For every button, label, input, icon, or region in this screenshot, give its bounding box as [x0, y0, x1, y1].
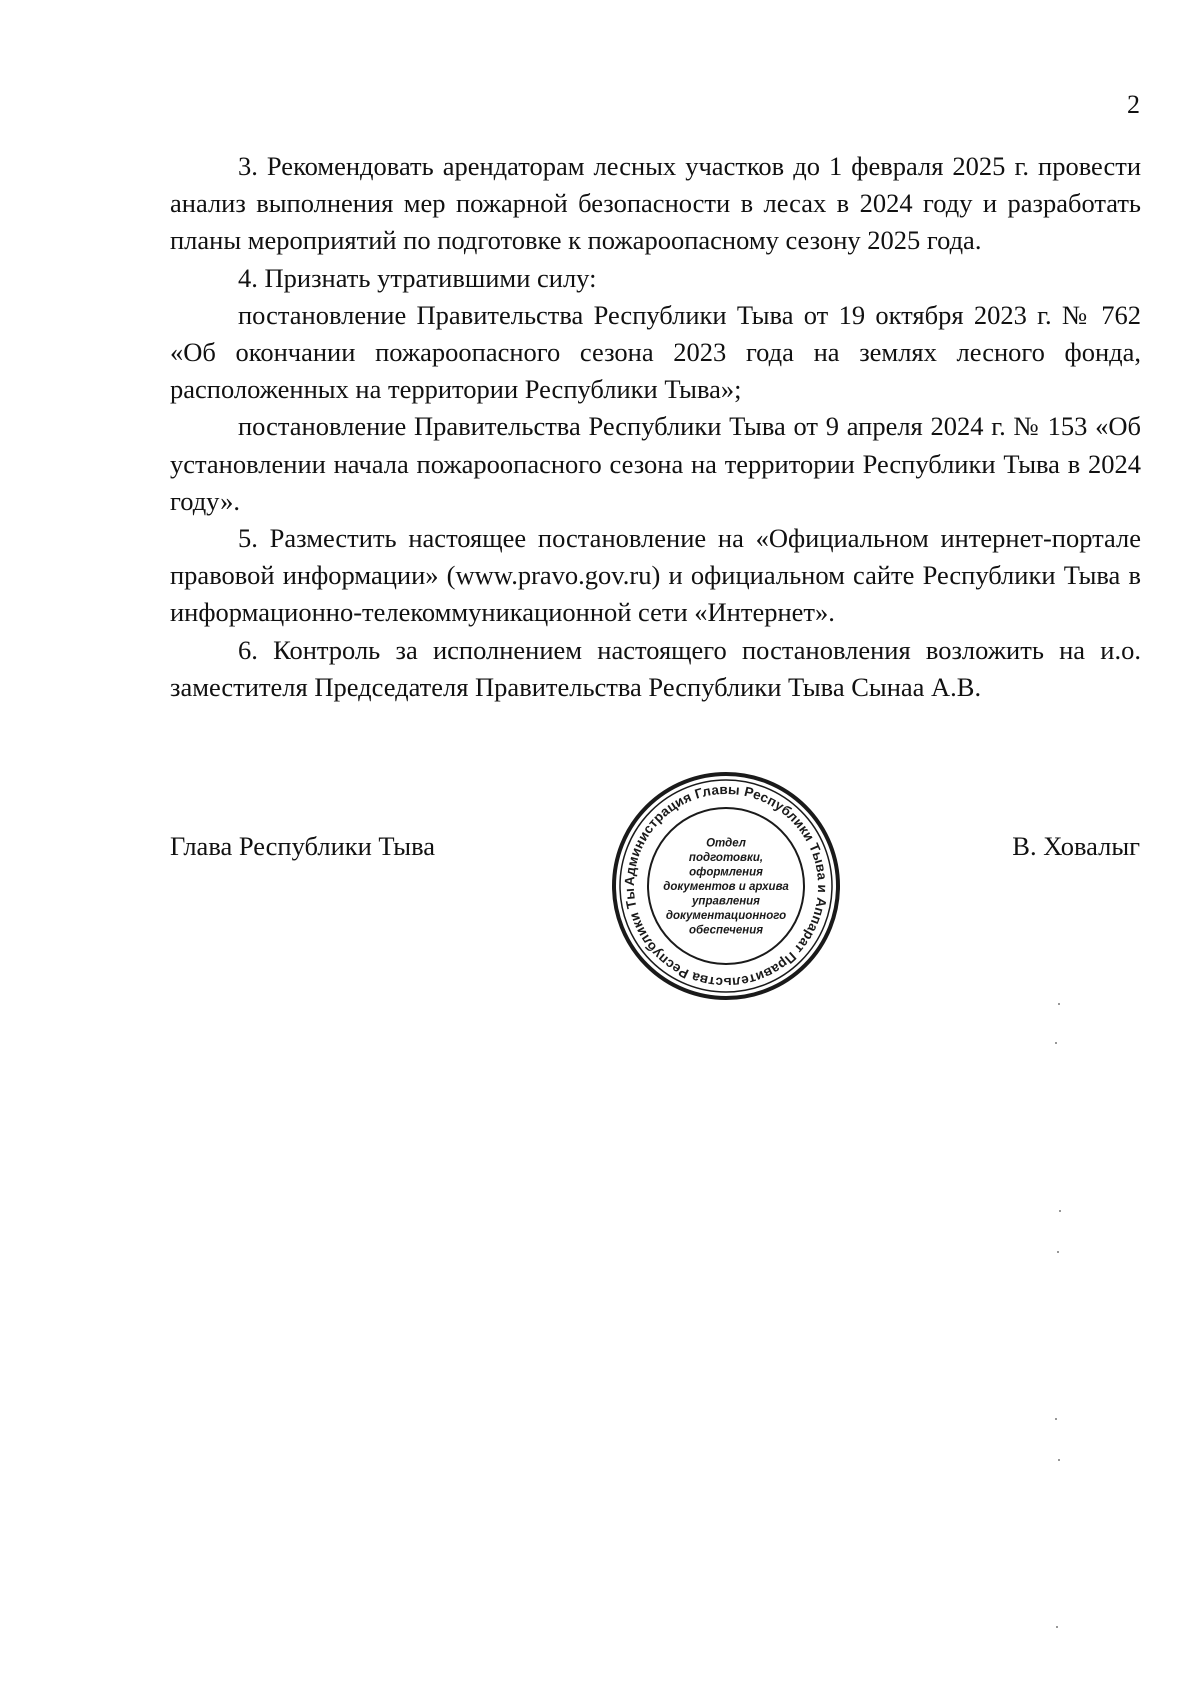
page-number: 2	[1127, 90, 1140, 119]
paragraph-6: 6. Контроль за исполнением настоящего постановления возложить на и.о. заместителя Председателя Правительства Республики Тыва Сынаа А.В.	[170, 634, 1141, 702]
seal-graphic	[608, 768, 844, 1004]
seal-center-line: управления	[692, 895, 760, 908]
scan-speck	[1055, 1042, 1057, 1044]
seal-center-line: Отдел	[706, 837, 746, 850]
seal-outer-text: Администрация Главы Республики Тыва и Аппарат Правительства Республики Ты	[621, 781, 831, 991]
seal-center-line: оформления	[689, 866, 763, 879]
paragraph-4-item-1: постановление Правительства Республики Тыва от 19 октября 2023 г. № 762 «Об окончании пожароопасного сезона 2023 года на землях лесного фонда, расположенных на территории Республики Тыва»;	[170, 299, 1141, 405]
seal-center-line: подготовки,	[688, 852, 764, 864]
scan-speck	[1056, 1626, 1058, 1628]
official-seal-stamp	[608, 768, 844, 1004]
signer-name: В. Ховалыг	[1012, 831, 1140, 861]
seal-center-line: обеспечения	[688, 924, 764, 937]
scan-speck	[1058, 1003, 1060, 1005]
scan-speck	[1057, 1251, 1059, 1253]
seal-center-line: документов и архива	[663, 881, 789, 893]
document-body	[170, 148, 1141, 706]
paragraph-4: 4. Признать утратившими силу:	[238, 262, 597, 293]
paragraph-5: 5. Разместить настоящее постановление на «Официальном интернет-портале правовой информации» (www.pravo.gov.ru) и официальном сайте Республики Тыва в информационно-телекоммуникационной сети «Интернет».	[170, 523, 1141, 628]
scan-speck	[1055, 1418, 1057, 1420]
paragraph-4-item-2: постановление Правительства Республики Тыва от 9 апреля 2024 г. № 153 «Об установлении начала пожароопасного сезона на территории Республики Тыва в 2024 году».	[170, 411, 1141, 516]
scan-speck	[1058, 1459, 1060, 1461]
seal-center-line: документационного	[665, 910, 787, 922]
signer-title: Глава Республики Тыва	[170, 831, 436, 861]
scan-speck	[1059, 1210, 1061, 1212]
seal-center-text	[663, 838, 789, 937]
paragraph-3: 3. Рекомендовать арендаторам лесных участков до 1 февраля 2025 г. провести анализ выполнения мер пожарной безопасности в лесах в 2024 году и разработать планы мероприятий по подготовке к пожароопасному сезону 2025 года.	[170, 151, 1141, 256]
